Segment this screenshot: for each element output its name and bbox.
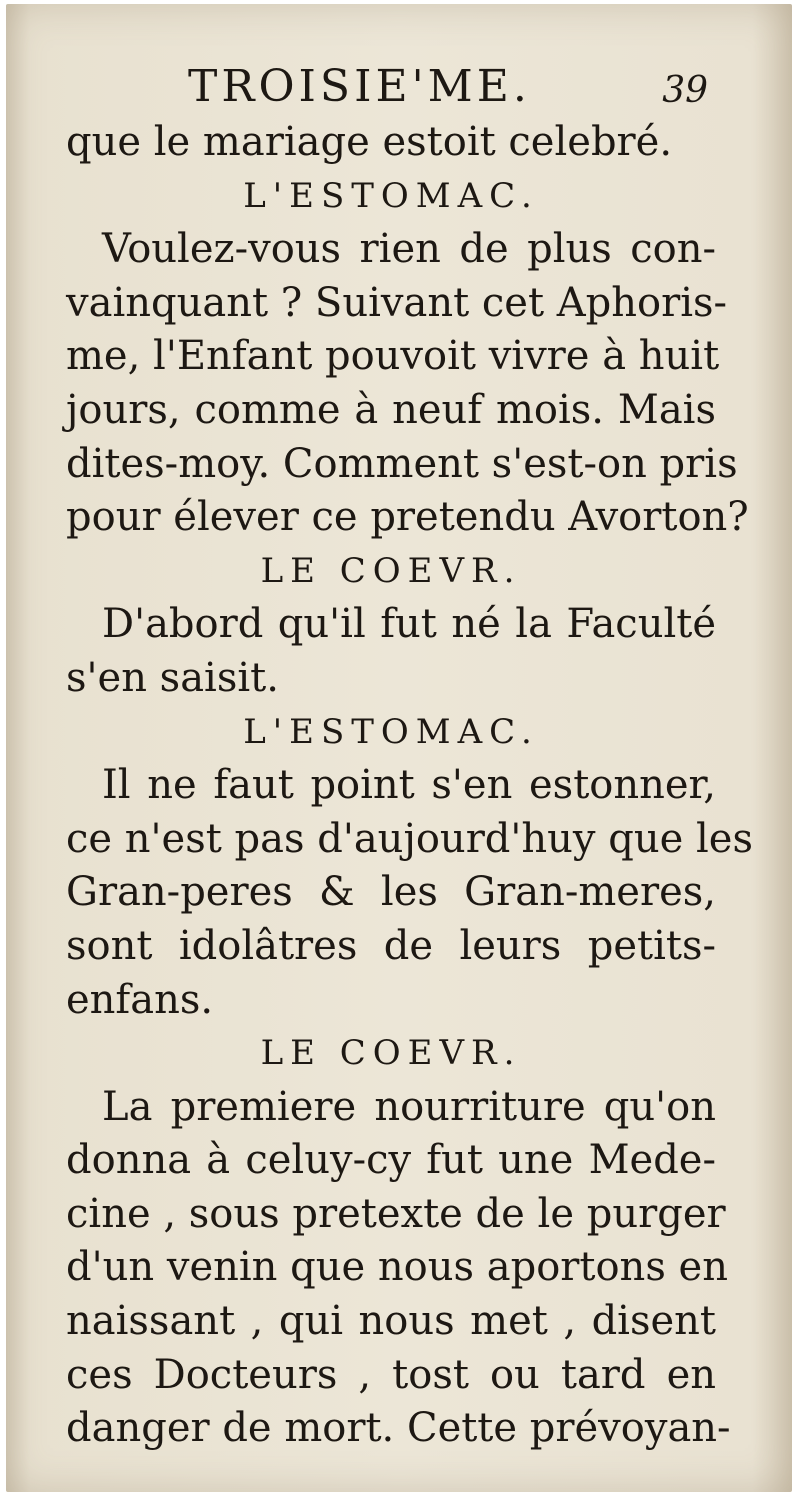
text-line: d'un venin que nous aportons en <box>66 1244 728 1291</box>
speaker-heading: L'ESTOMAC. <box>243 711 539 752</box>
book-page <box>6 4 792 1492</box>
text-line: Il ne faut point s'en estonner, <box>102 762 716 809</box>
running-head <box>66 58 716 116</box>
text-line: enfans. <box>66 976 214 1023</box>
page-number: 39 <box>662 70 708 111</box>
text-line: pour élever ce pretendu Avorton? <box>66 494 749 541</box>
text-line: naissant , qui nous met , disent <box>66 1298 716 1345</box>
text-line: Voulez-vous rien de plus con- <box>102 226 716 273</box>
page-content <box>66 58 753 1456</box>
text-line: s'en saisit. <box>66 654 279 701</box>
text-line: dites-moy. Comment s'est-on pris <box>66 440 738 487</box>
speaker-heading: LE COEVR. <box>260 1033 522 1074</box>
running-title: TROISIE'ME. <box>188 61 531 112</box>
text-line: sont idolâtres de leurs petits- <box>66 922 716 969</box>
text-line: cine , sous pretexte de le purger <box>66 1190 726 1237</box>
text-line: Gran-peres & les Gran-meres, <box>66 869 716 916</box>
text-line: D'abord qu'il fut né la Faculté <box>102 601 716 648</box>
text-block <box>66 116 753 1456</box>
text-line: me, l'Enfant pouvoit vivre à huit <box>66 333 720 380</box>
text-line: danger de mort. Cette prévoyan- <box>66 1405 731 1452</box>
text-line: ces Docteurs , tost ou tard en <box>66 1351 716 1398</box>
text-line: La premiere nourriture qu'on <box>102 1083 716 1130</box>
text-line: jours, comme à neuf mois. Mais <box>66 386 716 433</box>
text-line: que le mariage estoit celebré. <box>66 119 673 165</box>
text-line: vainquant ? Suivant cet Aphoris- <box>66 279 728 326</box>
speaker-heading: LE COEVR. <box>260 550 522 591</box>
speaker-heading: L'ESTOMAC. <box>243 175 539 216</box>
text-line: ce n'est pas d'aujourd'huy que les <box>66 815 753 862</box>
text-line: donna à celuy-cy fut une Mede- <box>66 1137 716 1184</box>
